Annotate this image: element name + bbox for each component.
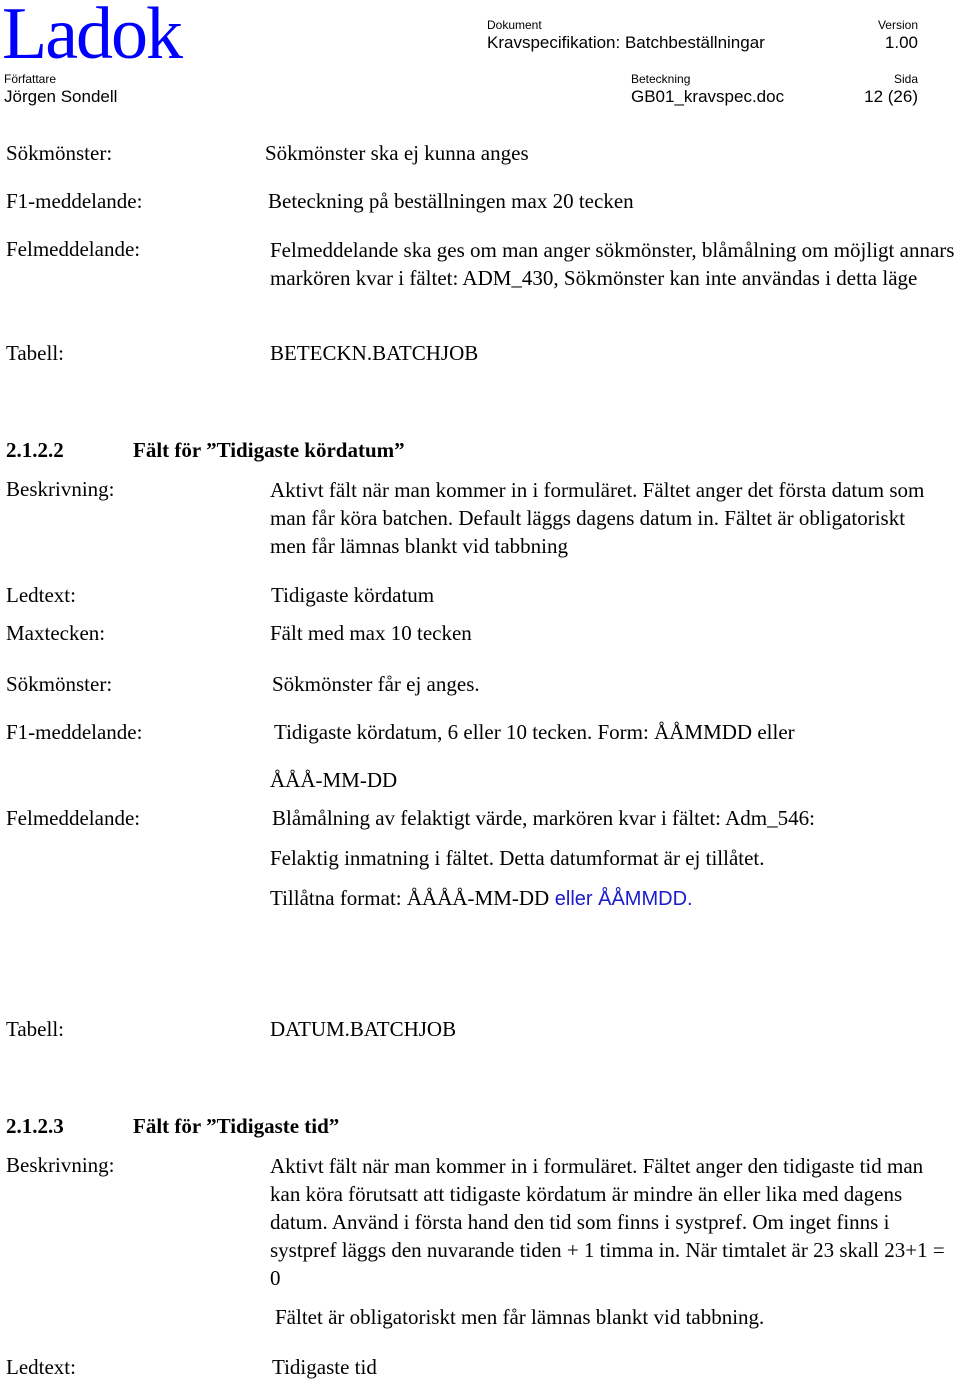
maxtecken-text: Fält med max 10 tecken — [270, 621, 472, 645]
section-number: 2.1.2.3 — [6, 1114, 64, 1138]
sokmonster-text: Sökmönster får ej anges. — [272, 672, 480, 696]
sokmonster-label: Sökmönster: — [6, 672, 113, 696]
tabell-label: Tabell: — [6, 1017, 65, 1041]
felmeddelande-text: Blåmålning av felaktigt värde, markören kvar i fältet: Adm_546: — [272, 806, 815, 830]
beteckning-label: Beteckning — [631, 72, 691, 86]
forfattare-value: Jörgen Sondell — [4, 87, 118, 106]
tabell-label: Tabell: — [6, 341, 65, 365]
beskrivning-label: Beskrivning: — [6, 1153, 115, 1177]
ledtext-text: Tidigaste kördatum — [271, 583, 435, 607]
sokmonster-label: Sökmönster: — [6, 141, 113, 165]
f1-label: F1-meddelande: — [6, 720, 143, 744]
forfattare-label: Författare — [4, 72, 57, 86]
felmeddelande-text: Felmeddelande ska ges om man anger sökmönster, blåmålning om möjligt annars markören kvar i fältet: ADM_430, Sökmönster kan inte användas i detta läge — [270, 238, 955, 290]
felmeddelande-label: Felmeddelande: — [6, 237, 141, 261]
beskrivning-label: Beskrivning: — [6, 477, 115, 501]
f1-text-cont: ÅÅÅ-MM-DD — [270, 768, 398, 792]
f1-label: F1-meddelande: — [6, 189, 143, 213]
felmeddelande-label: Felmeddelande: — [6, 806, 141, 830]
tabell-text: BETECKN.BATCHJOB — [270, 341, 479, 365]
sida-value: 12 (26) — [864, 87, 918, 106]
ledtext-label: Ledtext: — [6, 1355, 76, 1379]
tillatna-format-alt: eller ÅÅMMDD. — [549, 888, 693, 910]
dokument-value: Kravspecifikation: Batchbeställningar — [487, 33, 765, 52]
sida-label: Sida — [893, 72, 918, 86]
ledtext-label: Ledtext: — [6, 583, 76, 607]
version-label: Version — [877, 18, 918, 32]
dokument-label: Dokument — [487, 18, 542, 32]
beteckning-value: GB01_kravspec.doc — [631, 87, 785, 106]
ladok-logo: Ladok — [2, 0, 182, 75]
f1-text: Tidigaste kördatum, 6 eller 10 tecken. Form: ÅÅMMDD eller — [274, 720, 795, 744]
tabell-text: DATUM.BATCHJOB — [270, 1017, 457, 1041]
beskrivning-text-cont: Fältet är obligatoriskt men får lämnas blankt vid tabbning. — [275, 1305, 765, 1329]
tillatna-format-line — [270, 886, 693, 911]
section-number: 2.1.2.2 — [6, 438, 64, 462]
beskrivning-text: Aktivt fält när man kommer in i formuläret. Fältet anger den tidigaste tid man kan köra förutsatt att tidigaste kördatum är mindre än eller lika med dagens datum. Använd i första hand den tid som finns i systpref. Om inget finns i systpref läggs den nuvarande tiden + 1 timma in. När timtalet är 23 skall 23+1 = 0 — [270, 1154, 945, 1290]
ledtext-text: Tidigaste tid — [272, 1355, 377, 1379]
section-title: Fält för ”Tidigaste kördatum” — [133, 438, 405, 462]
beskrivning-text: Aktivt fält när man kommer in i formuläret. Fältet anger det första datum som man får köra batchen. Default läggs dagens datum in. Fältet är obligatoriskt men får lämnas blankt vid tabbning — [270, 478, 925, 558]
sokmonster-text: Sökmönster ska ej kunna anges — [265, 141, 529, 165]
section-title: Fält för ”Tidigaste tid” — [133, 1114, 340, 1138]
felmeddelande-text-cont: Felaktig inmatning i fältet. Detta datumformat är ej tillåtet. — [270, 846, 765, 870]
maxtecken-label: Maxtecken: — [6, 621, 106, 645]
f1-text: Beteckning på beställningen max 20 tecken — [268, 189, 634, 213]
tillatna-format-text: Tillåtna format: ÅÅÅÅ-MM-DD — [270, 886, 550, 910]
version-value: 1.00 — [884, 33, 918, 52]
